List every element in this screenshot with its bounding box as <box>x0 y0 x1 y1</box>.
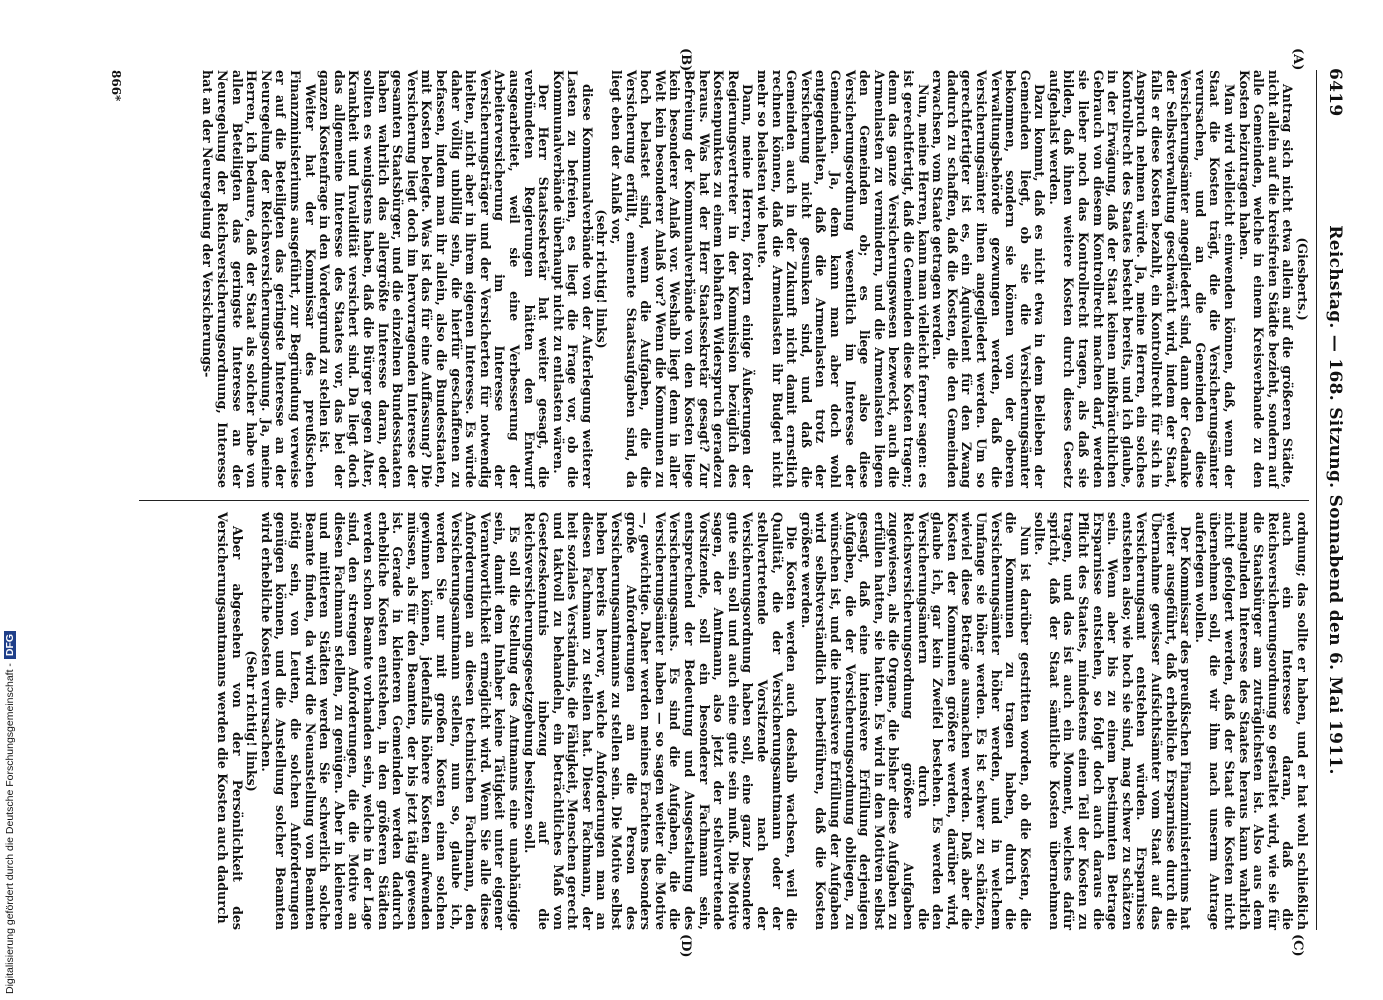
right-column <box>214 512 1309 930</box>
column-divider <box>139 500 1309 501</box>
paragraph: diese Kommunalverbände von der Auferlegung weiterer Lasten zu befreien, es liegt die Frage vor, ob die Kommunalverbände überhaupt nicht zu entlasten wären. <box>550 70 595 488</box>
paragraph: Der Herr Staatssekretär hat weiter gesagt, die verbündeten Regierungen hätten den Entwurf ausgearbeitet, weil sie eine Verbesserung der Arbeiterversicherung im Interesse der Versicherungsträger und der Versicherten für notwendig hielten, nicht aber in ihrem eigenen Interesse. Es würde daher völlig unbillig sein, die hierfür geschaffenen zu befassen, indem man ihr allein, also die Bundesstaaten, mit Kosten belegte. Was ist das für eine Auffassung? Die Versicherung liegt doch im hervorragenden Interesse der gesamten Staatsbürger, und die einzelnen Bundesstaaten haben wahrlich das allergrößte Interesse daran, oder sollten es wenigstens haben, daß die Bürger gegen Alter, Krankheit und Invalidität versichert sind. Da liegt doch das allgemeine Interesse des Staates vor, das bei der ganzen Kostenfrage in den Vordergrund zu stellen ist. <box>317 70 552 488</box>
header-rule <box>1316 70 1317 930</box>
running-title: Reichstag. — 168. Sitzung. Sonnabend den 6. Mai 1911. <box>1325 225 1345 775</box>
page-header <box>1319 70 1345 930</box>
speaker-continuation: (Giesberts.) <box>1295 237 1310 321</box>
interjection: (Sehr richtig! links) <box>244 650 260 792</box>
digitization-credit <box>4 631 16 994</box>
signature-mark: 866* <box>109 70 123 102</box>
paragraph: Es soll die Stellung des Amtmanns eine unabhängige sein, damit dem Inhaber keine Tätigkeit unter eigener Verantwortlichkeit ermöglicht wird. Wenn Sie alle diese Anforderungen an diesen technischen Fachmann, den Versicherungsamtmann stellen, nun so, glaube ich, werden Sie nur mit großen Kosten einen solchen gewinnen können, jedenfalls höhere Kosten aufwenden müssen, als für den Beamten, der bis jetzt tätig gewesen ist. Gerade in kleineren Gemeinden werden dadurch erhebliche Kosten entstehen, in den größeren Städten werden schon Beamte vorhanden sein, welche in der Lage sind, den strengen Anforderungen, die die Motive an diesen Fachmann stellen, zu genügen. Aber in kleineren und mittleren Städten werden Sie schwerlich solche Beamte finden, da wird die Neuanstellung von Beamten nötig sein, von Leuten, die solchen Anforderungen genügen können, und die Anstellung solcher Beamten wird erhebliche Kosten verursachen. <box>258 512 522 930</box>
credit-text: Digitalisierung gefördert durch die Deutsche Forschungsgemeinschaft - <box>4 663 16 994</box>
paragraph: Dann, meine Herren, fordern einige Äußerungen der Regierungsvertreter in der Kommission bezüglich des Kostenpunktes zu einem lebhaften Widerspruch geradezu heraus. Was hat der Herr Staatssekretär gesagt? Zur Befreiung der Kommunalverbände von den Kosten liege kein besonderer Anlaß vor. Weshalb liegt denn in aller Welt kein besonderer Anlaß vor? Wenn die Kommunen zu hoch belastet sind, wenn die Aufgaben, die die Versicherung erfüllt, eminente Staatsaufgaben sind, da liegt eben der Anlaß vor, <box>609 70 756 488</box>
left-column <box>200 70 1309 488</box>
margin-letter-d: (D) <box>678 934 693 958</box>
margin-letter-a: (A) <box>1290 48 1305 71</box>
dfg-logo: DFG <box>4 631 16 659</box>
paragraph: Weiter hat der Kommissar des preußischen Finanzministeriums ausgeführt, zur Begründung verweise er auf die Beteiligten das geringste Interesse an der Neuregelung der Reichsversicherungsordnung. Ja, meine Herren, ich bedaure, daß der Staat als solcher habe von allen Beteiligten das geringste Interesse an der Neuregelung der Reichsversicherungsordnung, Interesse hat an der Neuregelung der Versicherungs- <box>200 70 318 488</box>
paragraph: ordnung; das sollte er haben, und er hat wohl schließlich auch ein Interesse daran, daß die Reichsversicherungsordnung so gestaltet wird, wie sie für die Staatsbürger am zuträglichsten ist. Also aus dem mangelnden Interesse des Staates heraus kann wahrlich nicht gefolgert werden, daß der Staat die Kosten nicht übernehmen soll, die wir ihm nach unserm Antrage auferlegen wollen. <box>1192 512 1310 930</box>
paragraph: Nun, meine Herren, kann man vielleicht ferner sagen: es ist gerechtfertigt, daß die Gemeinden diese Kosten tragen; denn das ganze Versicherungswesen bezweckt, auch die Armenlasten zu vermindern, und die Armenlasten liegen den Gemeinden ob; es liege also diese Versicherungsordnung wesentlich im Interesse der Gemeinden. Ja, dem kann man aber doch wohl entgegenhalten, daß die Armenlasten trotz der Versicherung nicht gesunken sind, und daß die Gemeinden auch in der Zukunft nicht damit ernstlich rechnen können, daß die Armenlasten ihr Budget nicht mehr so belasten wie heute. <box>755 70 931 488</box>
paragraph: Die Kosten werden auch deshalb wachsen, weil die Qualität, die der Versicherungsamtmann oder der stellvertretende Vorsitzende nach der Versicherungsordnung haben soll, eine ganz besondere gute sein soll und auch eine gute sein muß. Die Motive sagen, der Amtmann, also jetzt der stellvertretende Vorsitzende, soll ein besonderer Fachmann sein, entsprechend der Bedeutung und Ausgestaltung des Versicherungsamts. Es sind die Aufgaben, die die Versicherungsämter haben — so sagen weiter die Motive —, gewichtige. Daher werden meines Erachtens besonders große Anforderungen an die Person des Versicherungsamtmanns zu stellen sein. Die Motive selbst heben bereits hervor, welche Anforderungen man an diesen Fachmann zu stellen hat. Dieser Fachmann, der heit soziales Verständnis, die Fähigkeit, Menschen gerecht und taktvoll zu behandeln, ein beträchtliches Maß von Gesetzeskenntnis inbezug auf die Reichsversicherungsgesetzgebung besitzen soll. <box>521 512 800 930</box>
interjection: (sehr richtig! links) <box>594 209 610 349</box>
margin-letter-b: (B) <box>678 48 693 72</box>
paragraph: Man wird vielleicht einwenden können, daß, wenn der Staat die Kosten trägt, die die Versicherungsämter verursachen, und an die Gemeinden diese Versicherungsämter angegliedert sind, dann der Gedanke der Selbstverwaltung geschwächt wird, indem der Staat, falls er diese Kosten bezahlt, ein Kontrollrecht für sich in Anspruch nehmen würde. Ja, meine Herren, ein solches Kontrollrecht des Staates besteht bereits, und ich glaube, in der Erwägung, daß der Staat keinen mißbräuchlichen Gebrauch von diesem Kontrollrecht machen darf, werden sie lieber noch das Kontrollrecht tragen, als daß sie bilden, daß ihnen weitere Kosten durch dieses Gesetz aufgehalst werden. <box>1046 70 1238 488</box>
paragraph: Dazu kommt, daß es nicht etwa in dem Belieben der Gemeinden liegt, ob sie die Versicherungsämter bekommen, sondern sie können von der oberen Verwaltungsbehörde gezwungen werden, daß die Versicherungsämter ihnen angegliedert werden. Um so gerechtfertigter ist es, ein Äquivalent für den Zwang dadurch zu schaffen, daß die Kosten, die den Gemeinden erwachsen, vom Staate getragen werden. <box>930 70 1048 488</box>
paragraph: Antrag sich nicht etwa allein auf die größeren Städte, nicht allein auf die kreisfreien Städte bezieht, sondern auf alle Gemeinden, welche in einem Kreisverbande zu den Kosten beizutragen haben. <box>1236 70 1296 488</box>
paragraph: Der Kommissar des preußischen Finanzministeriums hat weiter ausgeführt, daß erhebliche Ersparnisse durch die Übernahme gewisser Aufsichtsämter vom Staat auf das Versicherungsamt entstehen würden. Ersparnisse entstehen also; wie hoch sie sind, mag schwer zu schätzen sein. Wenn aber bis zu einem bestimmten Betrage Ersparnisse entstehen, so folgt doch auch daraus die Pflicht des Staates, mindestens einen Teil der Kosten zu tragen, und das ist auch ein Moment, welches dafür spricht, daß der Staat sämtliche Kosten übernehmen sollte. <box>1032 512 1194 930</box>
paragraph: Nun ist darüber gestritten worden, ob die Kosten, die die Kommunen zu tragen haben, durch die Versicherungsämter höher werden, und in welchem Umfange sie höher werden. Es ist schwer zu schätzen, wieviel diese Beträge ausmachen werden. Daß aber die Kosten der Kommunen größere werden, darüber wird, glaube ich, gar kein Zweifel bestehen. Es werden den Versicherungsämtern durch die Reichsversicherungsordnung größere Aufgaben zugewiesen, als die Organe, die bisher diese Aufgaben zu erfüllen hatten, sie hatten. Es wird in den Motiven selbst gesagt, daß eine intensivere Erfüllung derjenigen Aufgaben, die der Versicherungsordnung obliegen, zu wünschen ist, und die intensivere Erfüllung der Aufgaben wird selbstverständlich herbeiführen, daß die Kosten größere werden. <box>798 512 1033 930</box>
paragraph: Aber abgesehen von der Persönlichkeit des Versicherungsamtmanns werden die Kosten auch dadurch <box>215 512 245 930</box>
margin-letter-c: (C) <box>1290 934 1305 957</box>
page-number: 6419 <box>1325 68 1345 117</box>
